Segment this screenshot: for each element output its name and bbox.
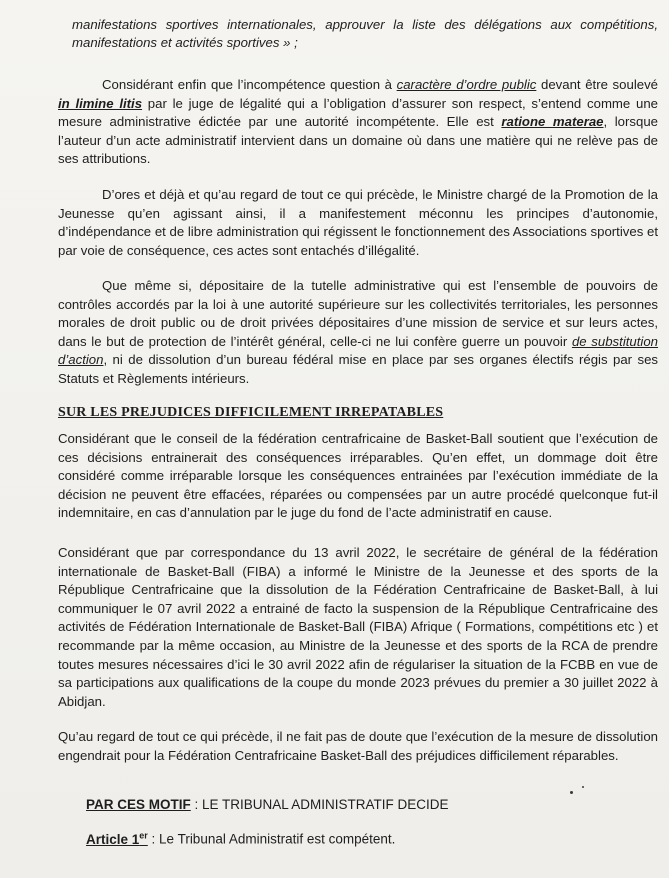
text-run: Considérant que par correspondance du 13 avril 2022, le secrétaire de général de la fédération internationale de Basket-Ball (FIBA) a informé le Ministre de la Jeunesse et des sports de la République Centrafricaine que la dissolution de la Fédération Centrafricaine de Basket-Ball, à lui communiquer le 07 avril 2022 a entrainé de facto la suspension de la République Centrafricaine des activités de Fédération Internationale de Basket-Ball (FIBA) Afrique ( Formations, compétitions etc ) et recommande par la même occasion, au Ministre de la Jeunesse et des sports de la RCA de prendre toutes mesures nécessaires d’ici le 30 avril 2022 afin de régulariser la situation de la FCBB en vue de sa participations aux qualifications de la coupe du monde 2023 prévues du premier a 30 juillet 2022 à Abidjan. xyxy=(58,545,658,709)
section-heading: SUR LES PREJUDICES DIFFICILEMENT IRREPATABLES xyxy=(58,405,444,420)
paragraph-fiba xyxy=(58,544,658,711)
text-run: Qu’au regard de tout ce qui précède, il ne fait pas de doute que l’exécution de la mesure de dissolution engendrait pour la Fédération Centrafricaine Basket-Ball des préjudices difficilement réparables. xyxy=(58,729,658,763)
article-1 xyxy=(86,830,395,847)
article-superscript: er xyxy=(139,830,148,840)
decision-line xyxy=(86,797,449,812)
article-number: Article 1 xyxy=(86,831,140,847)
paragraph-tutelle xyxy=(58,277,658,389)
paragraph-conclusion xyxy=(58,728,658,765)
text-run: , ni de dissolution d’un bureau fédéral mise en place par ses organes électifs régis par ses Statuts et Règlements intérieurs. xyxy=(58,352,658,386)
text-run: D’ores et déjà et qu’au regard de tout ce qui précède, le Ministre chargé de la Promotion de la Jeunesse qu’en agissant ainsi, il a manifestement méconnu les principes d’autonomie, d’indépendance et de libre administration qui régissent le fonctionnement des Associations sportives et par voie de conséquence, ces actes sont entachés d’illégalité. xyxy=(58,187,658,258)
article-text: : Le Tribunal Administratif est compétent. xyxy=(147,831,396,847)
emphasis-ordre-public: caractère d’ordre public xyxy=(396,77,537,92)
text-run: Considérant enfin que l’incompétence question à xyxy=(102,77,397,92)
paragraph-incompetence xyxy=(58,76,658,169)
text-run: Que même si, dépositaire de la tutelle administrative qui est l’ensemble de pouvoirs de contrôles accordés par la loi à une autorité supérieure sur les collectivités territoriales, les personnes morales de droit public ou de droit privées dépositaires d’une mission de service et sur leurs actes, dans le but de protection de l’intérêt général, celle-ci ne lui confère guerre un pouvoir xyxy=(58,278,658,349)
scan-speck xyxy=(570,791,573,794)
decision-text: : LE TRIBUNAL ADMINISTRATIF DECIDE xyxy=(190,797,449,812)
text-run: , lorsque l’auteur d’un acte administratif intervient dans un domaine où dans une matière qui ne relève pas de ses attributions. xyxy=(58,114,658,167)
text-run: par le juge de légalité qui a l’obligation d’assurer son respect, s’entend comme une mesure administrative édictée par une autorité incompétente. Elle est xyxy=(58,95,659,130)
article-label xyxy=(86,832,148,847)
paragraph-prejudices xyxy=(58,430,658,523)
scan-speck xyxy=(582,786,584,788)
decision-label: PAR CES MOTIF xyxy=(86,797,191,812)
quote-text: manifestations sportives internationales, approuver la liste des délégations aux compétitions, manifestations et activités sportives » ; xyxy=(72,17,658,50)
text-run: Considérant que le conseil de la fédération centrafricaine de Basket-Ball soutient que l’exécution de ces décisions entrainerait des conséquences irréparables. Qu’en effet, un dommage doit être considéré comme irréparable lorsque les conséquences entrainées par l’exécution immédiate de la décision ne peuvent être effacées, réparées ou compensées par un autre procédé quelconque fut-il indemnitaire, en cas d’annulation par le juge du fond de l’acte administratif en cause. xyxy=(58,431,658,521)
text-run: devant être soulevé xyxy=(536,77,659,92)
quote-paragraph-end xyxy=(72,16,658,52)
emphasis-substitution: de substitution d’action xyxy=(58,333,659,368)
paragraph-ministre xyxy=(58,186,658,260)
emphasis-ratione-materae: ratione materae xyxy=(501,114,604,130)
emphasis-in-limine-litis: in limine litis xyxy=(58,95,143,111)
